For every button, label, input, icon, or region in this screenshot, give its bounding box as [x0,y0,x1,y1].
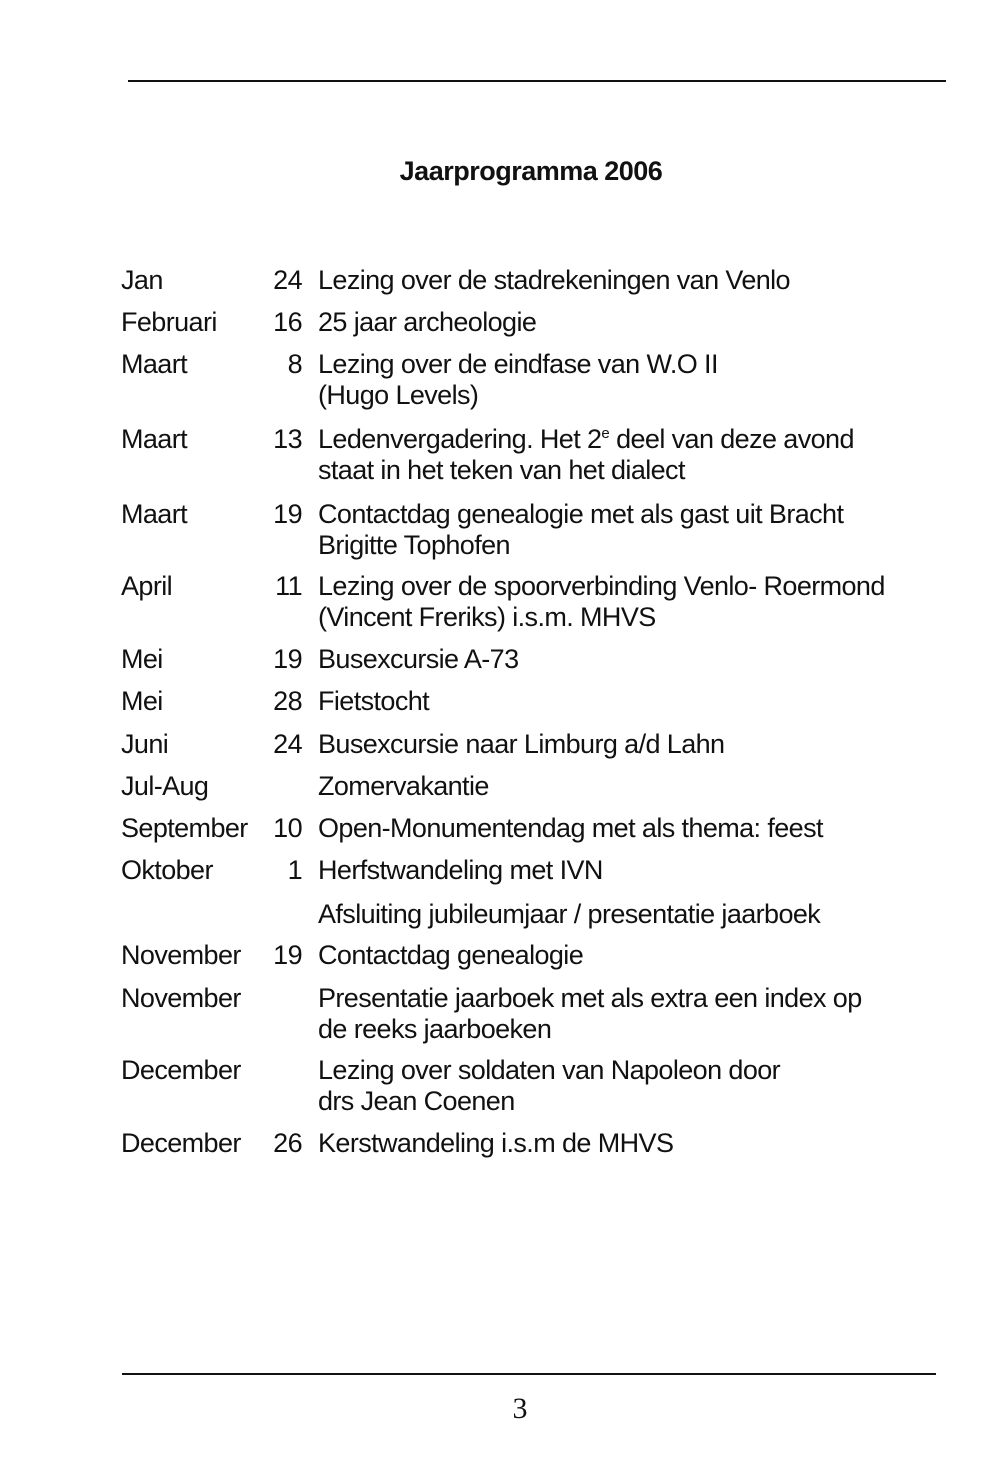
event-description [318,571,885,633]
event-row [0,265,1000,295]
event-description [318,771,489,802]
event-month: Juni [121,729,169,759]
event-row [0,349,1000,410]
description-line: Lezing over soldaten van Napoleon door [318,1055,781,1085]
event-month: Oktober [121,855,213,885]
description-text: deel van deze avond [609,424,854,454]
event-row [0,729,1000,759]
event-row [0,499,1000,560]
event-month: Jul-Aug [121,771,209,801]
event-row [0,855,1000,885]
event-description [318,899,820,930]
event-day: 19 [273,499,302,529]
event-row [0,940,1000,970]
event-row [0,983,1000,1044]
event-month: Jan [121,265,163,295]
event-description [318,940,583,971]
event-description [318,729,724,760]
description-line: Lezing over de stadrekeningen van Venlo [318,265,790,295]
event-day: 10 [273,813,302,843]
description-line: 25 jaar archeologie [318,307,537,337]
description-line: Busexcursie A-73 [318,644,519,674]
event-row [0,1055,1000,1116]
event-day: 1 [287,855,302,885]
description-text: Ledenvergadering. Het 2 [318,424,602,454]
event-description [318,424,854,486]
event-day: 19 [273,940,302,970]
description-line: Afsluiting jubileumjaar / presentatie jaarboek [318,899,821,929]
event-day: 26 [273,1128,302,1158]
event-month: December [121,1128,241,1158]
event-month: Mei [121,686,163,716]
event-description [318,499,843,561]
event-day: 11 [275,571,302,601]
event-month: Mei [121,644,163,674]
event-month: Februari [121,307,217,337]
event-day: 24 [273,729,302,759]
event-month: December [121,1055,241,1085]
event-month: April [121,571,173,601]
event-day: 19 [273,644,302,674]
event-day: 16 [273,307,302,337]
description-line: Contactdag genealogie met als gast uit Bracht [318,499,844,529]
event-description [318,1128,673,1159]
event-month: Maart [121,349,188,379]
description-line: (Vincent Freriks) i.s.m. MHVS [318,602,656,632]
description-line: Presentatie jaarboek met als extra een index op [318,983,862,1013]
description-line: Lezing over de spoorverbinding Venlo- Roermond [318,571,885,601]
description-line: Zomervakantie [318,771,489,801]
event-row [0,307,1000,337]
description-line: (Hugo Levels) [318,380,479,410]
event-row [0,571,1000,632]
event-description [318,855,603,886]
event-description [318,1055,780,1117]
event-month: Maart [121,424,188,454]
event-row [0,813,1000,843]
description-line: staat in het teken van het dialect [318,455,685,485]
event-description [318,644,519,675]
description-line: Contactdag genealogie [318,940,584,970]
description-line: drs Jean Coenen [318,1086,515,1116]
event-description [318,983,862,1045]
description-line: Brigitte Tophofen [318,530,510,560]
event-row [0,771,1000,801]
bottom-rule [122,1373,936,1375]
event-row [0,1128,1000,1158]
page-title: Jaarprogramma 2006 [399,156,663,186]
event-description [318,686,429,717]
description-line: Herfstwandeling met IVN [318,855,603,885]
event-row [0,686,1000,716]
event-row [0,644,1000,674]
event-description [318,813,823,844]
event-month: Maart [121,499,188,529]
event-month: November [121,983,241,1013]
event-description [318,265,790,296]
description-line: Open-Monumentendag met als thema: feest [318,813,823,843]
description-line [318,424,854,455]
event-description [318,349,718,411]
event-month: November [121,940,241,970]
event-month: September [121,813,248,843]
event-day: 13 [273,424,302,454]
event-day: 24 [273,265,302,295]
description-line: Lezing over de eindfase van W.O II [318,349,718,379]
event-row [0,899,1000,929]
description-line: Kerstwandeling i.s.m de MHVS [318,1128,674,1158]
event-day: 8 [287,349,302,379]
event-description [318,307,536,338]
description-line: Fietstocht [318,686,430,716]
page-number: 3 [512,1392,528,1425]
event-row [0,424,1000,485]
event-day: 28 [273,686,302,716]
ordinal-superscript: e [601,425,610,442]
description-line: de reeks jaarboeken [318,1014,552,1044]
description-line: Busexcursie naar Limburg a/d Lahn [318,729,725,759]
